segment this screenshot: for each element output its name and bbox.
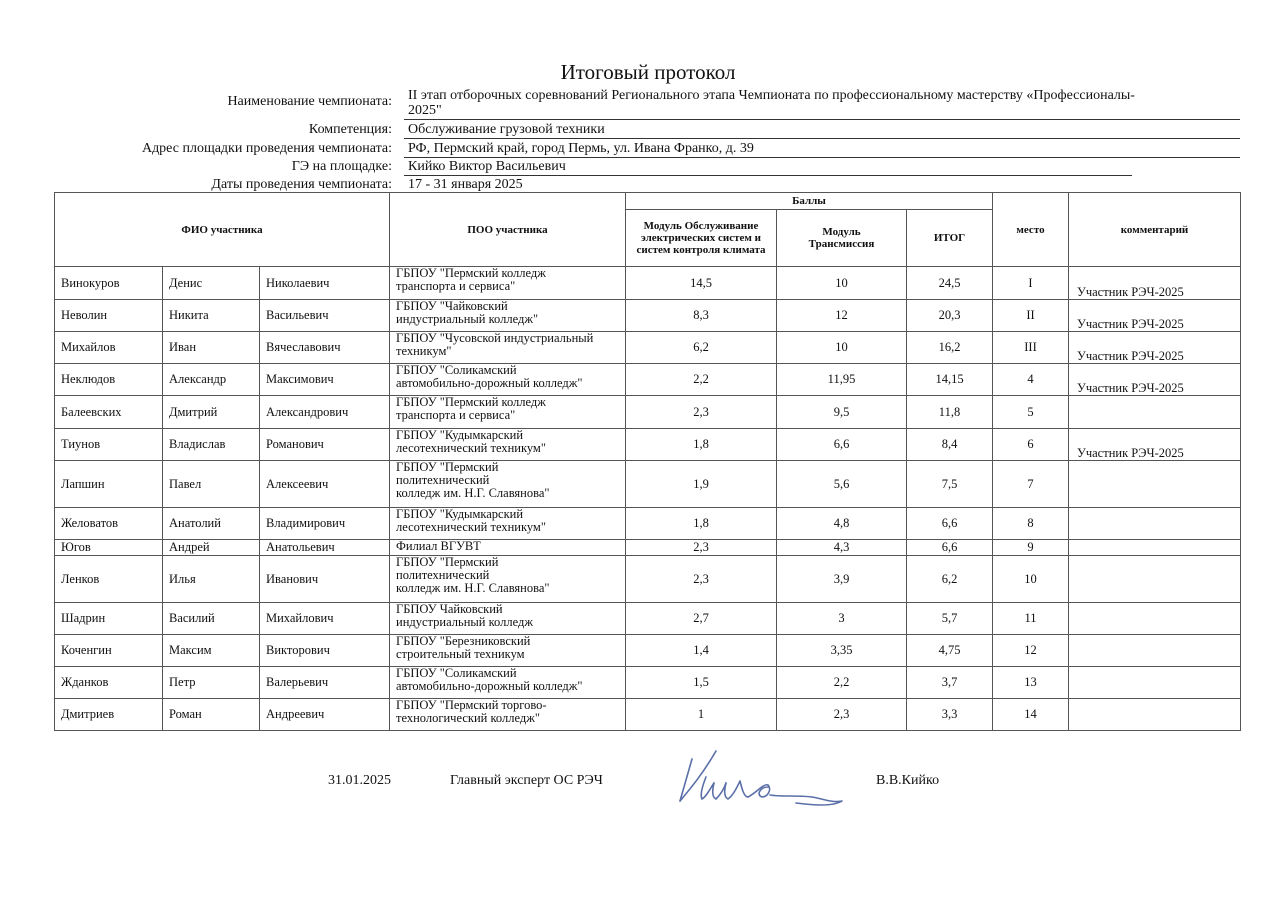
championship-label: Наименование чемпионата: xyxy=(227,94,392,109)
organization-line: лесотехнический техникум" xyxy=(396,520,546,534)
patronymic-cell: Викторович xyxy=(260,635,390,667)
organization-line: политехнический xyxy=(396,473,490,487)
place-cell: 12 xyxy=(993,635,1069,667)
header-module-transmission: Модуль Трансмиссия xyxy=(777,210,907,267)
organization-line: строительный техникум xyxy=(396,647,525,661)
last-name-cell: Югов xyxy=(55,540,163,556)
table-row xyxy=(55,364,1241,396)
address-value: РФ, Пермский край, город Пермь, ул. Ивана Франко, д. 39 xyxy=(408,141,754,156)
first-name-cell: Иван xyxy=(163,332,260,364)
header-total: ИТОГ xyxy=(907,210,993,267)
last-name-cell: Ленков xyxy=(55,556,163,603)
module-electrical-score-cell: 1,5 xyxy=(626,667,777,699)
document-title: Итоговый протокол xyxy=(560,60,736,84)
table-row xyxy=(55,635,1241,667)
patronymic-cell: Александрович xyxy=(260,396,390,429)
module-transmission-score-cell: 4,8 xyxy=(777,508,907,540)
module-transmission-score-cell: 2,3 xyxy=(777,699,907,731)
place-cell: 8 xyxy=(993,508,1069,540)
patronymic-cell: Максимович xyxy=(260,364,390,396)
total-score-cell: 3,3 xyxy=(907,699,993,731)
underline xyxy=(404,157,1240,158)
comment-cell xyxy=(1069,396,1241,429)
place-cell: I xyxy=(993,267,1069,300)
table-row xyxy=(55,603,1241,635)
championship-name-line2: 2025" xyxy=(408,103,442,118)
total-score-cell: 8,4 xyxy=(907,429,993,461)
table-row xyxy=(55,300,1241,332)
module-electrical-score-cell: 1,9 xyxy=(626,461,777,508)
header-poo: ПОО участника xyxy=(390,193,626,267)
organization-cell xyxy=(390,508,626,540)
organization-cell xyxy=(390,699,626,731)
module-electrical-score-cell: 1,8 xyxy=(626,429,777,461)
place-cell: 6 xyxy=(993,429,1069,461)
last-name-cell: Дмитриев xyxy=(55,699,163,731)
total-score-cell: 14,15 xyxy=(907,364,993,396)
organization-line: индустриальный колледж" xyxy=(396,312,539,326)
module-electrical-score-cell: 2,7 xyxy=(626,603,777,635)
organization-cell xyxy=(390,461,626,508)
module-electrical-score-cell: 1,8 xyxy=(626,508,777,540)
first-name-cell: Денис xyxy=(163,267,260,300)
organization-cell xyxy=(390,603,626,635)
place-cell: 13 xyxy=(993,667,1069,699)
address-label: Адрес площадки проведения чемпионата: xyxy=(141,141,392,156)
last-name-cell: Жданков xyxy=(55,667,163,699)
organization-line: колледж им. Н.Г. Славянова" xyxy=(396,486,550,500)
championship-name-line1: II этап отборочных соревнований Регионального этапа Чемпионата по профессиональному мастерству «Профессионалы- xyxy=(408,88,1135,103)
total-score-cell: 5,7 xyxy=(907,603,993,635)
total-score-cell: 24,5 xyxy=(907,267,993,300)
total-score-cell: 16,2 xyxy=(907,332,993,364)
module-electrical-score-cell: 2,3 xyxy=(626,556,777,603)
last-name-cell: Лапшин xyxy=(55,461,163,508)
patronymic-cell: Иванович xyxy=(260,556,390,603)
patronymic-cell: Николаевич xyxy=(260,267,390,300)
comment-cell xyxy=(1069,699,1241,731)
module-transmission-score-cell: 2,2 xyxy=(777,667,907,699)
table-row xyxy=(55,332,1241,364)
place-cell: 14 xyxy=(993,699,1069,731)
organization-cell xyxy=(390,635,626,667)
organization-line: транспорта и сервиса" xyxy=(396,408,516,422)
organization-line: индустриальный колледж xyxy=(396,615,533,629)
organization-line: транспорта и сервиса" xyxy=(396,279,516,293)
patronymic-cell: Алексеевич xyxy=(260,461,390,508)
module-electrical-score-cell: 8,3 xyxy=(626,300,777,332)
module-transmission-score-cell: 3,35 xyxy=(777,635,907,667)
header-place: место xyxy=(993,193,1069,267)
organization-line: ГБПОУ "Пермский колледж xyxy=(396,266,546,280)
last-name-cell: Желоватов xyxy=(55,508,163,540)
module-electrical-score-cell: 2,3 xyxy=(626,540,777,556)
organization-cell xyxy=(390,300,626,332)
patronymic-cell: Романович xyxy=(260,429,390,461)
patronymic-cell: Валерьевич xyxy=(260,667,390,699)
table-row xyxy=(55,461,1241,508)
organization-cell xyxy=(390,556,626,603)
organization-line: колледж им. Н.Г. Славянова" xyxy=(396,581,550,595)
last-name-cell: Неклюдов xyxy=(55,364,163,396)
organization-line: ГБПОУ Чайковский xyxy=(396,602,503,616)
organization-line: технологический колледж" xyxy=(396,711,540,725)
patronymic-cell: Анатольевич xyxy=(260,540,390,556)
organization-line: ГБПОУ "Пермский колледж xyxy=(396,395,546,409)
underline xyxy=(404,175,1132,176)
last-name-cell: Тиунов xyxy=(55,429,163,461)
table-row xyxy=(55,429,1241,461)
place-cell: 11 xyxy=(993,603,1069,635)
first-name-cell: Никита xyxy=(163,300,260,332)
last-name-cell: Коченгин xyxy=(55,635,163,667)
organization-cell xyxy=(390,429,626,461)
first-name-cell: Дмитрий xyxy=(163,396,260,429)
table-row xyxy=(55,540,1241,556)
chief-expert-value: Кийко Виктор Васильевич xyxy=(408,159,566,174)
first-name-cell: Александр xyxy=(163,364,260,396)
first-name-cell: Павел xyxy=(163,461,260,508)
organization-line: ГБПОУ "Пермский xyxy=(396,555,499,569)
table-row xyxy=(55,396,1241,429)
comment-cell: Участник РЭЧ-2025 xyxy=(1069,300,1241,332)
first-name-cell: Максим xyxy=(163,635,260,667)
module-electrical-score-cell: 2,2 xyxy=(626,364,777,396)
footer-name: В.В.Кийко xyxy=(876,773,940,788)
patronymic-cell: Андреевич xyxy=(260,699,390,731)
handwritten-signature xyxy=(672,745,848,815)
table-row xyxy=(55,699,1241,731)
total-score-cell: 11,8 xyxy=(907,396,993,429)
organization-cell xyxy=(390,364,626,396)
organization-line: политехнический xyxy=(396,568,490,582)
place-cell: 9 xyxy=(993,540,1069,556)
patronymic-cell: Васильевич xyxy=(260,300,390,332)
comment-cell: Участник РЭЧ-2025 xyxy=(1069,364,1241,396)
module-transmission-score-cell: 12 xyxy=(777,300,907,332)
first-name-cell: Андрей xyxy=(163,540,260,556)
module-transmission-score-cell: 10 xyxy=(777,267,907,300)
organization-cell xyxy=(390,332,626,364)
first-name-cell: Владислав xyxy=(163,429,260,461)
total-score-cell: 6,6 xyxy=(907,508,993,540)
module-transmission-score-cell: 4,3 xyxy=(777,540,907,556)
total-score-cell: 7,5 xyxy=(907,461,993,508)
last-name-cell: Шадрин xyxy=(55,603,163,635)
dates-label: Даты проведения чемпионата: xyxy=(211,177,392,192)
dates-value: 17 - 31 января 2025 xyxy=(408,177,523,192)
organization-line: ГБПОУ "Пермский xyxy=(396,460,499,474)
module-transmission-score-cell: 5,6 xyxy=(777,461,907,508)
comment-cell: Участник РЭЧ-2025 xyxy=(1069,267,1241,300)
comment-cell: Участник РЭЧ-2025 xyxy=(1069,332,1241,364)
first-name-cell: Роман xyxy=(163,699,260,731)
header-module-electrical: Модуль Обслуживание электрических систем и систем контроля климата xyxy=(626,210,777,267)
header-scores: Баллы xyxy=(626,193,993,210)
place-cell: 4 xyxy=(993,364,1069,396)
table-row xyxy=(55,556,1241,603)
last-name-cell: Балеевских xyxy=(55,396,163,429)
organization-line: автомобильно-дорожный колледж" xyxy=(396,679,583,693)
organization-line: ГБПОУ "Чусовской индустриальный xyxy=(396,331,594,345)
comment-cell xyxy=(1069,556,1241,603)
module-transmission-score-cell: 10 xyxy=(777,332,907,364)
patronymic-cell: Владимирович xyxy=(260,508,390,540)
module-electrical-score-cell: 1,4 xyxy=(626,635,777,667)
organization-line: ГБПОУ "Кудымкарский xyxy=(396,507,524,521)
module-electrical-score-cell: 1 xyxy=(626,699,777,731)
last-name-cell: Винокуров xyxy=(55,267,163,300)
organization-line: техникум" xyxy=(396,344,452,358)
footer-date: 31.01.2025 xyxy=(328,773,391,788)
place-cell: 5 xyxy=(993,396,1069,429)
total-score-cell: 20,3 xyxy=(907,300,993,332)
underline xyxy=(404,138,1240,139)
module-electrical-score-cell: 6,2 xyxy=(626,332,777,364)
table-row xyxy=(55,508,1241,540)
last-name-cell: Михайлов xyxy=(55,332,163,364)
organization-line: ГБПОУ "Соликамский xyxy=(396,363,517,377)
table-row xyxy=(55,667,1241,699)
first-name-cell: Василий xyxy=(163,603,260,635)
organization-line: ГБПОУ "Кудымкарский xyxy=(396,428,524,442)
organization-line: автомобильно-дорожный колледж" xyxy=(396,376,583,390)
underline xyxy=(404,119,1240,120)
organization-line: лесотехнический техникум" xyxy=(396,441,546,455)
organization-line: ГБПОУ "Березниковский xyxy=(396,634,531,648)
comment-cell xyxy=(1069,461,1241,508)
patronymic-cell: Михайлович xyxy=(260,603,390,635)
footer-position: Главный эксперт ОС РЭЧ xyxy=(450,773,603,788)
header-comment: комментарий xyxy=(1069,193,1241,267)
module-transmission-score-cell: 11,95 xyxy=(777,364,907,396)
module-transmission-score-cell: 3 xyxy=(777,603,907,635)
competence-label: Компетенция: xyxy=(308,122,392,137)
total-score-cell: 6,6 xyxy=(907,540,993,556)
module-transmission-score-cell: 3,9 xyxy=(777,556,907,603)
competence-value: Обслуживание грузовой техники xyxy=(408,122,605,137)
patronymic-cell: Вячеславович xyxy=(260,332,390,364)
total-score-cell: 4,75 xyxy=(907,635,993,667)
organization-line: ГБПОУ "Соликамский xyxy=(396,666,517,680)
chief-expert-label: ГЭ на площадке: xyxy=(291,159,392,174)
first-name-cell: Петр xyxy=(163,667,260,699)
organization-line: Филиал ВГУВТ xyxy=(396,539,481,553)
comment-cell: Участник РЭЧ-2025 xyxy=(1069,429,1241,461)
table-row xyxy=(55,267,1241,300)
results-table-body xyxy=(55,267,1241,731)
comment-cell xyxy=(1069,540,1241,556)
place-cell: 10 xyxy=(993,556,1069,603)
module-electrical-score-cell: 2,3 xyxy=(626,396,777,429)
comment-cell xyxy=(1069,667,1241,699)
module-transmission-score-cell: 9,5 xyxy=(777,396,907,429)
place-cell: 7 xyxy=(993,461,1069,508)
comment-cell xyxy=(1069,603,1241,635)
organization-line: ГБПОУ "Чайковский xyxy=(396,299,508,313)
organization-line: ГБПОУ "Пермский торгово- xyxy=(396,698,547,712)
total-score-cell: 6,2 xyxy=(907,556,993,603)
place-cell: II xyxy=(993,300,1069,332)
comment-cell xyxy=(1069,508,1241,540)
results-table xyxy=(54,192,1241,731)
organization-cell xyxy=(390,667,626,699)
first-name-cell: Анатолий xyxy=(163,508,260,540)
header-fio: ФИО участника xyxy=(55,193,390,267)
organization-cell xyxy=(390,396,626,429)
total-score-cell: 3,7 xyxy=(907,667,993,699)
place-cell: III xyxy=(993,332,1069,364)
module-transmission-score-cell: 6,6 xyxy=(777,429,907,461)
comment-cell xyxy=(1069,635,1241,667)
first-name-cell: Илья xyxy=(163,556,260,603)
organization-cell xyxy=(390,540,626,556)
module-electrical-score-cell: 14,5 xyxy=(626,267,777,300)
organization-cell xyxy=(390,267,626,300)
last-name-cell: Неволин xyxy=(55,300,163,332)
